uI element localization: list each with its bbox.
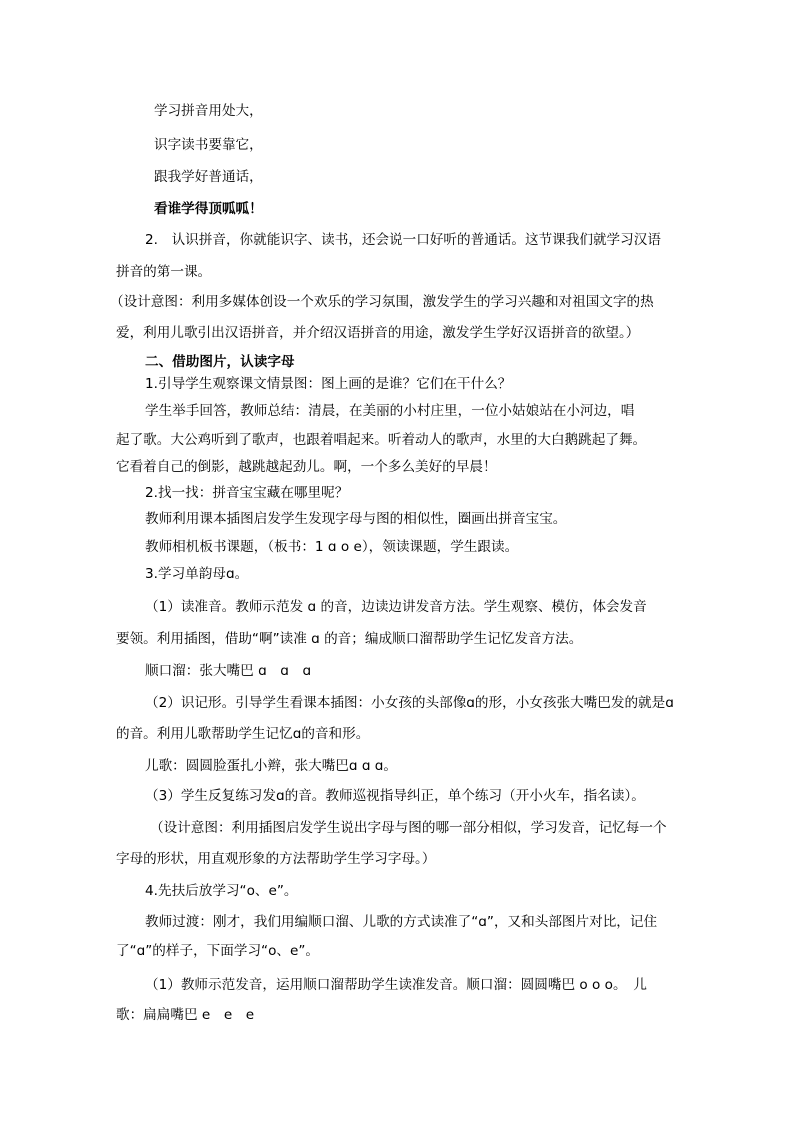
paragraph-line: 教师过渡：刚才，我们用编顺口溜、儿歌的方式读准了“ɑ”，又和头部图片对比，记住 bbox=[145, 914, 658, 930]
paragraph-line: 歌：扁扁嘴巴 e e e bbox=[116, 1007, 255, 1023]
design-note-line: （设计意图：利用多媒体创设一个欢乐的学习氛围，激发学生的学习兴趣和对祖国文字的热 bbox=[110, 294, 654, 310]
poem-line-2: 识字读书要靠它， bbox=[154, 137, 263, 153]
poem-line-4: 看谁学得顶呱呱！ bbox=[154, 201, 263, 217]
poem-line-1: 学习拼音用处大， bbox=[154, 103, 263, 119]
paragraph-line: （1）读准音。教师示范发 ɑ 的音，边读边讲发音方法。学生观察、模仿，体会发音 bbox=[145, 599, 647, 615]
paragraph-line: 的音。利用儿歌帮助学生记忆ɑ的音和形。 bbox=[116, 726, 370, 742]
paragraph-line: 2. 认识拼音，你就能识字、读书，还会说一口好听的普通话。这节课我们就学习汉语 bbox=[145, 232, 661, 248]
design-note-line: 爱，利用儿歌引出汉语拼音，并介绍汉语拼音的用途，激发学生学好汉语拼音的欲望。） bbox=[116, 325, 640, 341]
paragraph-line: 1.引导学生观察课文情景图：图上画的是谁？它们在干什么？ bbox=[145, 376, 512, 392]
paragraph-line: 教师利用课本插图启发学生发现字母与图的相似性，圈画出拼音宝宝。 bbox=[145, 511, 567, 527]
paragraph-line: 教师相机板书课题，（板书：1 ɑ o e），领读课题，学生跟读。 bbox=[145, 539, 519, 555]
paragraph-line: 3.学习单韵母ɑ。 bbox=[145, 566, 249, 582]
section-heading: 二、借助图片，认读字母 bbox=[145, 354, 295, 370]
paragraph-line: 4.先扶后放学习“o、e”。 bbox=[145, 883, 298, 899]
paragraph-line: 起了歌。大公鸡听到了歌声，也跟着唱起来。听着动人的歌声，水里的大白鹅跳起了舞。 bbox=[116, 432, 647, 448]
paragraph-line: 顺口溜：张大嘴巴 ɑ ɑ ɑ bbox=[145, 663, 312, 679]
paragraph-line: 它看着自己的倒影，越跳越起劲儿。啊，一个多么美好的早晨！ bbox=[116, 459, 497, 475]
paragraph-line: 2.找一找：拼音宝宝藏在哪里呢？ bbox=[145, 485, 349, 501]
paragraph-line: 了“ɑ”的样子，下面学习“o、e”。 bbox=[116, 943, 320, 959]
design-note-line: 字母的形状，用直观形象的方法帮助学生学习字母。） bbox=[116, 851, 436, 867]
paragraph-line: 拼音的第一课。 bbox=[116, 264, 212, 280]
paragraph-line: 儿歌：圆圆脸蛋扎小辫，张大嘴巴ɑ ɑ ɑ。 bbox=[145, 758, 398, 774]
paragraph-line: 要领。利用插图，借助“啊”读准 ɑ 的音；编成顺口溜帮助学生记忆发音方法。 bbox=[116, 631, 583, 647]
paragraph-line: （2）识记形。引导学生看课本插图：小女孩的头部像ɑ的形，小女孩张大嘴巴发的就是ɑ bbox=[145, 695, 674, 711]
poem-line-3: 跟我学好普通话， bbox=[154, 169, 263, 185]
paragraph-line: （3）学生反复练习发ɑ的音。教师巡视指导纠正，单个练习（开小火车，指名读）。 bbox=[145, 788, 645, 804]
design-note-line: （设计意图：利用插图启发学生说出字母与图的哪一部分相似，学习发音，记忆每一个 bbox=[150, 820, 667, 836]
paragraph-line: （1）教师示范发音，运用顺口溜帮助学生读准发音。顺口溜：圆圆嘴巴 o o o。 儿 bbox=[145, 977, 647, 993]
paragraph-line: 学生举手回答，教师总结：清晨，在美丽的小村庄里，一位小姑娘站在小河边，唱 bbox=[145, 403, 635, 419]
